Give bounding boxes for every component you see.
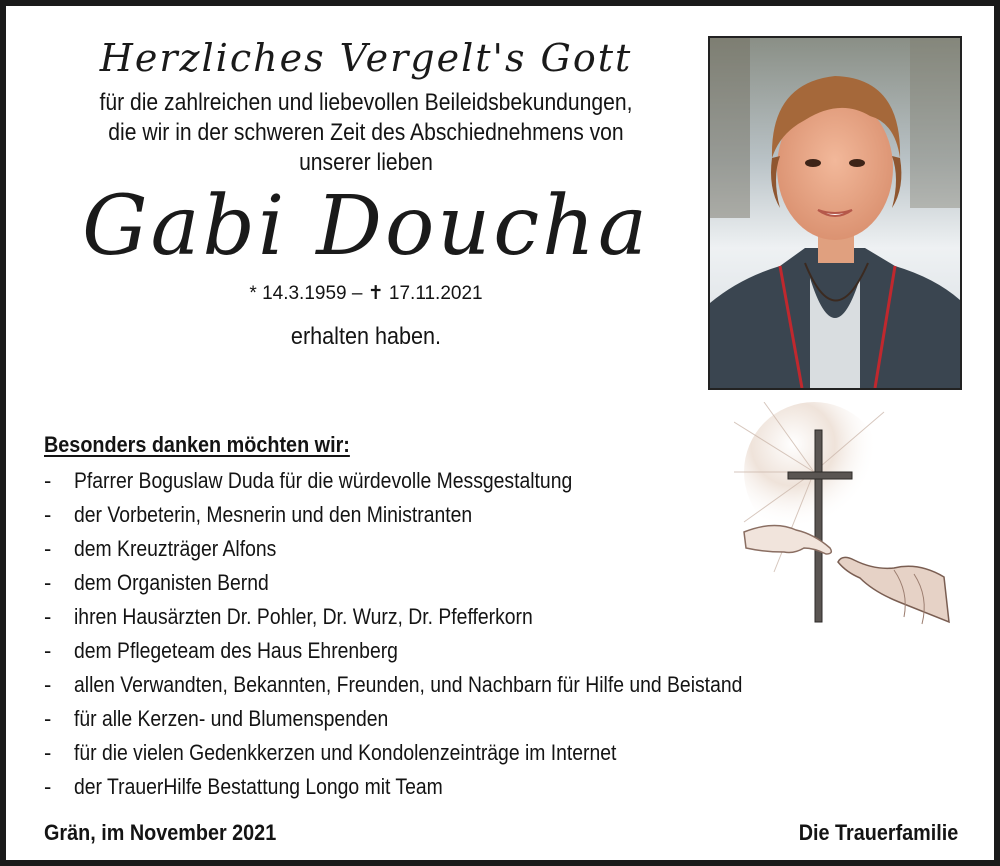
list-dash: -	[44, 740, 52, 765]
portrait-illustration	[710, 38, 960, 388]
list-item	[44, 634, 844, 668]
list-dash: -	[44, 672, 52, 697]
portrait-photo	[708, 36, 962, 390]
list-dash: -	[44, 638, 52, 663]
list-item-text: für die vielen Gedenkkerzen und Kondolenzeinträge im Internet	[74, 740, 617, 765]
list-item-text: allen Verwandten, Bekannten, Freunden, und Nachbarn für Hilfe und Beistand	[74, 672, 743, 697]
list-dash: -	[44, 604, 52, 629]
list-dash: -	[44, 536, 52, 561]
thanks-header-block	[36, 24, 696, 352]
intro-text	[76, 88, 657, 178]
list-item-text: dem Organisten Bernd	[74, 570, 269, 595]
list-dash: -	[44, 570, 52, 595]
list-dash: -	[44, 706, 52, 731]
list-item-text: ihren Hausärzten Dr. Pohler, Dr. Wurz, Dr. Pfefferkorn	[74, 604, 533, 629]
list-dash: -	[44, 502, 52, 527]
list-dash: -	[44, 468, 52, 493]
thanks-title: Besonders danken möchten wir:	[44, 432, 350, 457]
headline: Herzliches Vergelt's Gott	[99, 36, 633, 80]
list-item-text: für alle Kerzen- und Blumenspenden	[74, 706, 389, 731]
list-item	[44, 702, 844, 736]
list-item	[44, 668, 844, 702]
list-item	[44, 464, 844, 498]
intro-line: unserer lieben	[299, 149, 433, 176]
list-item-text: der TrauerHilfe Bestattung Longo mit Team	[74, 774, 443, 799]
list-item	[44, 532, 844, 566]
list-item-text: dem Kreuzträger Alfons	[74, 536, 277, 561]
list-dash: -	[44, 774, 52, 799]
list-item	[44, 736, 844, 770]
list-item	[44, 770, 844, 804]
deceased-name: Gabi Doucha	[82, 179, 650, 274]
received-text: erhalten haben.	[290, 323, 442, 350]
list-item-text: dem Pflegeteam des Haus Ehrenberg	[74, 638, 398, 663]
list-item-text: Pfarrer Boguslaw Duda für die würdevolle Messgestaltung	[74, 468, 573, 493]
place-date: Grän, im November 2021	[44, 820, 277, 845]
intro-line: die wir in der schweren Zeit des Abschiednehmens von	[108, 119, 624, 146]
list-item-text: der Vorbeterin, Mesnerin und den Ministranten	[74, 502, 473, 527]
signature: Die Trauerfamilie	[798, 820, 958, 845]
thanks-list	[44, 464, 844, 804]
thanks-section	[44, 430, 844, 804]
list-item	[44, 600, 844, 634]
life-dates: * 14.3.1959 – ✝ 17.11.2021	[249, 283, 483, 304]
list-item	[44, 566, 844, 600]
intro-line: für die zahlreichen und liebevollen Beileidsbekundungen,	[99, 89, 633, 116]
list-item	[44, 498, 844, 532]
